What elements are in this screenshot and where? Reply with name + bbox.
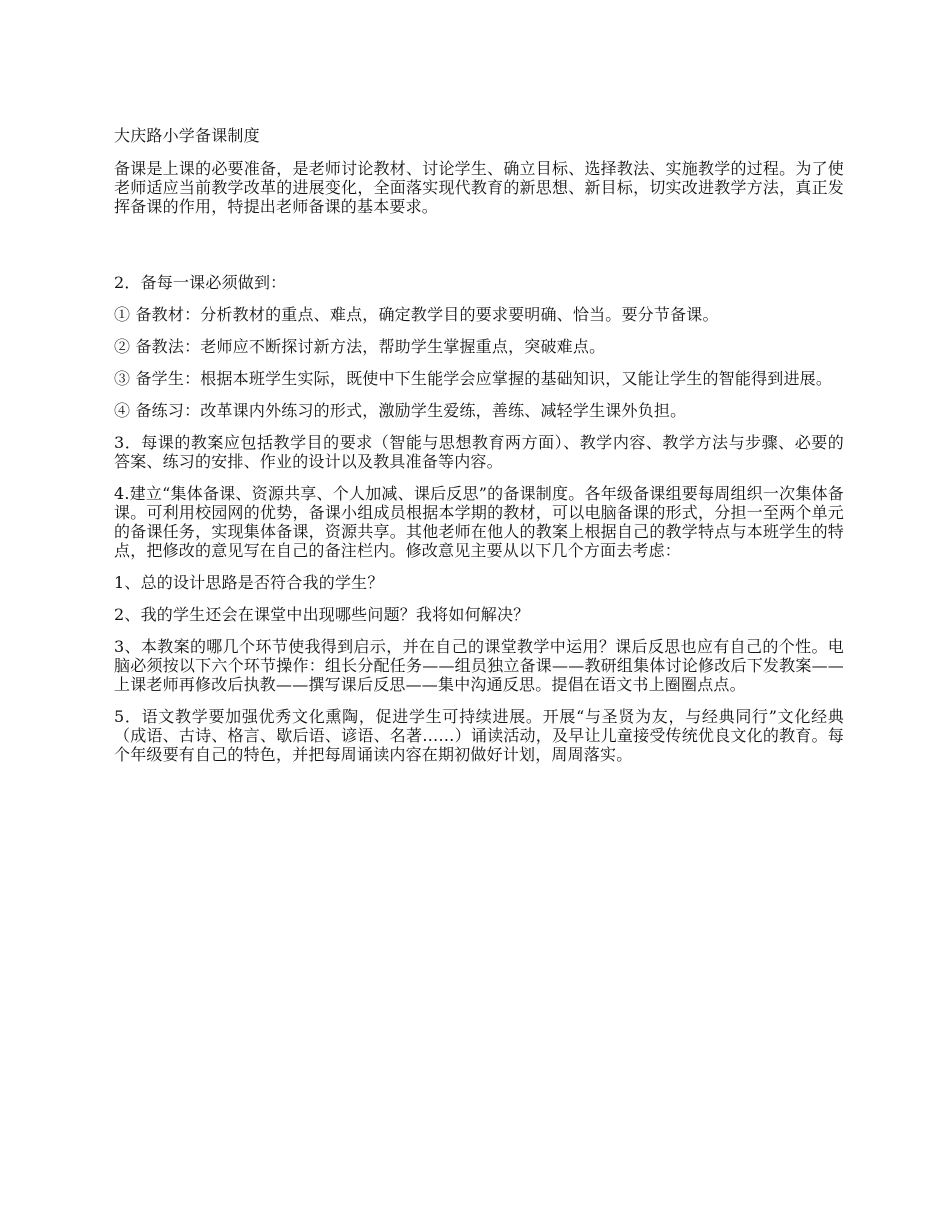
document-title: 大庆路小学备课制度 — [114, 126, 260, 145]
prepare-materials-item: ① 备教材：分析教材的重点、难点，确定教学目的要求要明确、恰当。要分节备课。 — [114, 305, 719, 324]
consideration-point-3: 3、本教案的哪几个环节使我得到启示，并在自己的课堂教学中运用？课后反思也应有自己的个性。电脑必须按以下六个环节操作：组长分配任务——组员独立备课——教研组集体讨论修改后下发教案——上课老师再修改后执教——撰写课后反思——集中沟通反思。提倡在语文书上圈圈点点。 — [114, 637, 844, 694]
section-2-heading: 2．备每一课必须做到： — [114, 273, 287, 292]
section-3-paragraph: 3．每课的教案应包括教学目的要求（智能与思想教育两方面）、教学内容、教学方法与步骤、必要的答案、练习的安排、作业的设计以及教具准备等内容。 — [114, 433, 844, 471]
prepare-students-item: ③ 备学生：根据本班学生实际，既使中下生能学会应掌握的基础知识，又能让学生的智能得到进展。 — [114, 369, 833, 388]
blank-space — [114, 216, 844, 273]
consideration-point-1: 1、总的设计思路是否符合我的学生？ — [114, 573, 384, 592]
document-page — [114, 126, 844, 764]
prepare-methods-item: ② 备教法：老师应不断探讨新方法，帮助学生掌握重点，突破难点。 — [114, 337, 606, 356]
section-4-paragraph: 4.建立“集体备课、资源共享、个人加减、课后反思”的备课制度。各年级备课组要每周组织一次集体备课。可利用校园网的优势，备课小组成员根据本学期的教材，可以电脑备课的形式，分担一至两个单元的备课任务，实现集体备课，资源共享。其他老师在他人的教案上根据自己的教学特点与本班学生的特点，把修改的意见写在自己的备注栏内。修改意见主要从以下几个方面去考虑： — [114, 484, 844, 560]
prepare-exercises-item: ④ 备练习：改革课内外练习的形式，激励学生爱练，善练、减轻学生课外负担。 — [114, 401, 687, 420]
section-5-paragraph: 5．语文教学要加强优秀文化熏陶，促进学生可持续进展。开展“与圣贤为友，与经典同行”文化经典（成语、古诗、格言、歇后语、谚语、名著……）诵读活动，及早让儿童接受传统优良文化的教育。每个年级要有自己的特色，并把每周诵读内容在期初做好计划，周周落实。 — [114, 707, 844, 764]
intro-paragraph: 备课是上课的必要准备，是老师讨论教材、讨论学生、确立目标、选择教法、实施教学的过程。为了使老师适应当前教学改革的进展变化，全面落实现代教育的新思想、新目标，切实改进教学方法，真正发挥备课的作用，特提出老师备课的基本要求。 — [114, 159, 844, 216]
consideration-point-2: 2、我的学生还会在课堂中出现哪些问题？我将如何解决？ — [114, 605, 530, 624]
